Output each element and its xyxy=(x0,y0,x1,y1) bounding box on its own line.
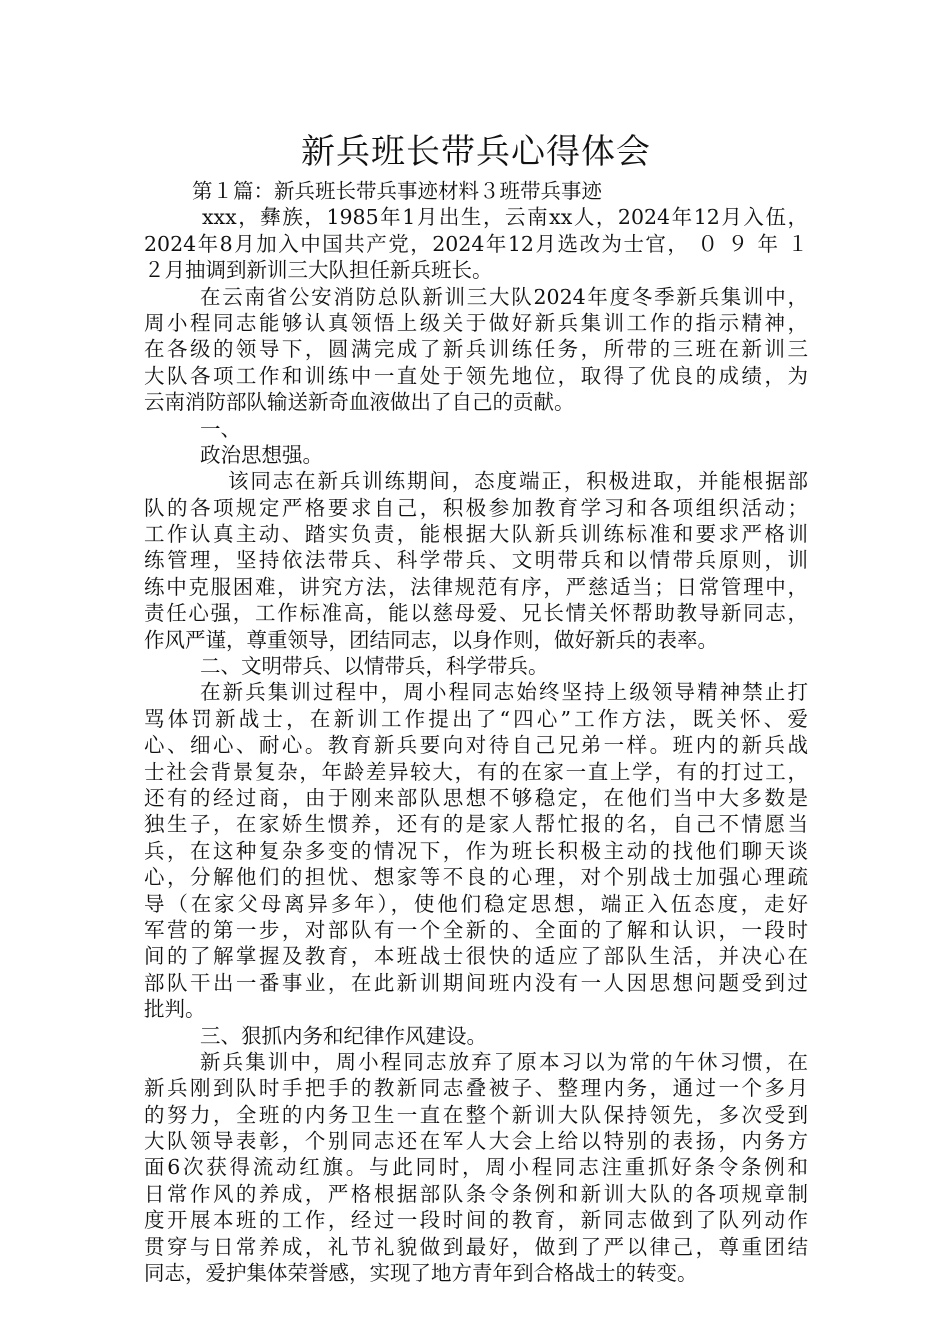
text-line: 还有的经过商，由于刚来部队思想不够稳定，在他们当中大多数是 xyxy=(144,785,808,810)
text-line: 心，分解他们的担忧、想家等不良的心理，对个别战士加强心理疏 xyxy=(144,865,808,890)
text-line: 练中克服困难，讲究方法，法律规范有序，严慈适当；日常管理中， xyxy=(144,574,808,599)
text-line: 队的各项规定严格要求自己，积极参加教育学习和各项组织活动； xyxy=(144,495,808,520)
text-line: 间的了解掌握及教育，本班战士很快的适应了部队生活，并决心在 xyxy=(144,944,808,969)
text-line: ２月抽调到新训三大队担任新兵班长。 xyxy=(144,258,493,283)
document-title: 新兵班长带兵心得体会 xyxy=(301,132,651,172)
text-line: 第１篇：新兵班长带兵事迹材料３班带兵事迹 xyxy=(192,179,602,203)
text-line: 批判。 xyxy=(144,997,206,1022)
text-line: 责任心强，工作标准高，能以慈母爱、兄长情关怀帮助教导新同志， xyxy=(144,601,808,626)
text-line: 的努力，全班的内务卫生一直在整个新训大队保持领先，多次受到 xyxy=(144,1102,808,1127)
text-line: 在云南省公安消防总队新训三大队2024年度冬季新兵集训中， xyxy=(200,284,808,309)
text-line: 新兵刚到队时手把手的教新同志叠被子、整理内务，通过一个多月 xyxy=(144,1076,808,1101)
text-line: 工作认真主动、踏实负责，能根据大队新兵训练标准和要求严格训 xyxy=(144,522,808,547)
document-page xyxy=(144,128,808,1286)
text-line: 同志，爱护集体荣誉感，实现了地方青年到合格战士的转变。 xyxy=(144,1261,698,1286)
text-line: 面6次获得流动红旗。与此同时，周小程同志注重抓好条令条例和 xyxy=(144,1155,808,1180)
text-line: 大队领导表彰，个别同志还在军人大会上给以特别的表扬，内务方 xyxy=(144,1129,808,1154)
text-line: 周小程同志能够认真领悟上级关于做好新兵集训工作的指示精神， xyxy=(144,310,808,335)
text-line: 在新兵集训过程中，周小程同志始终坚持上级领导精神禁止打 xyxy=(200,680,808,705)
text-line: 该同志在新兵训练期间，态度端正，积极进取，并能根据部 xyxy=(228,469,808,494)
text-line: 作风严谨，尊重领导，团结同志，以身作则，做好新兵的表率。 xyxy=(144,627,718,652)
text-line: 军营的第一步，对部队有一个全新的、全面的了解和认识，一段时 xyxy=(144,917,808,942)
text-line: 度开展本班的工作，经过一段时间的教育，新同志做到了队列动作 xyxy=(144,1208,808,1233)
text-line: 新兵集训中，周小程同志放弃了原本习以为常的午休习惯，在 xyxy=(200,1049,808,1074)
text-line: 云南消防部队输送新奇血液做出了自己的贡献。 xyxy=(144,390,575,415)
text-line: 贯穿与日常养成，礼节礼貌做到最好，做到了严以律己，尊重团结 xyxy=(144,1234,808,1259)
text-line: 日常作风的养成，严格根据部队条令条例和新训大队的各项规章制 xyxy=(144,1181,808,1206)
text-line: 导（在家父母离异多年），使他们稳定思想，端正入伍态度，走好 xyxy=(144,891,808,916)
text-line: 兵，在这种复杂多变的情况下，作为班长积极主动的找他们聊天谈 xyxy=(144,838,808,863)
text-line: 士社会背景复杂，年龄差异较大，有的在家一直上学，有的打过工， xyxy=(144,759,808,784)
text-line: 练管理，坚持依法带兵、科学带兵、文明带兵和以情带兵原则，训 xyxy=(144,548,808,573)
text-line: 大队各项工作和训练中一直处于领先地位，取得了优良的成绩，为 xyxy=(144,363,808,388)
text-line: 三、狠抓内务和纪律作风建设。 xyxy=(200,1023,487,1048)
text-line: 在各级的领导下，圆满完成了新兵训练任务，所带的三班在新训三 xyxy=(144,337,808,362)
text-line: 独生子，在家娇生惯养，还有的是家人帮忙报的名，自己不情愿当 xyxy=(144,812,808,837)
text-line: 二、文明带兵、以情带兵，科学带兵。 xyxy=(200,654,549,679)
text-line: 2024年8月加入中国共产党，2024年12月选改为士官， ０ ９ 年 １ xyxy=(144,231,808,256)
text-line: 骂体罚新战士，在新训工作提出了“四心”工作方法，既关怀、爱 xyxy=(144,706,808,731)
text-line: 心、细心、耐心。教育新兵要向对待自己兄弟一样。班内的新兵战 xyxy=(144,733,808,758)
text-line: 部队干出一番事业，在此新训期间班内没有一人因思想问题受到过 xyxy=(144,970,808,995)
text-line: 一、 xyxy=(200,416,241,441)
document-body xyxy=(144,178,808,1286)
text-line: 政治思想强。 xyxy=(200,442,323,467)
text-line: xxx，彝族，1985年1月出生，云南xx人，2024年12月入伍， xyxy=(202,205,808,230)
